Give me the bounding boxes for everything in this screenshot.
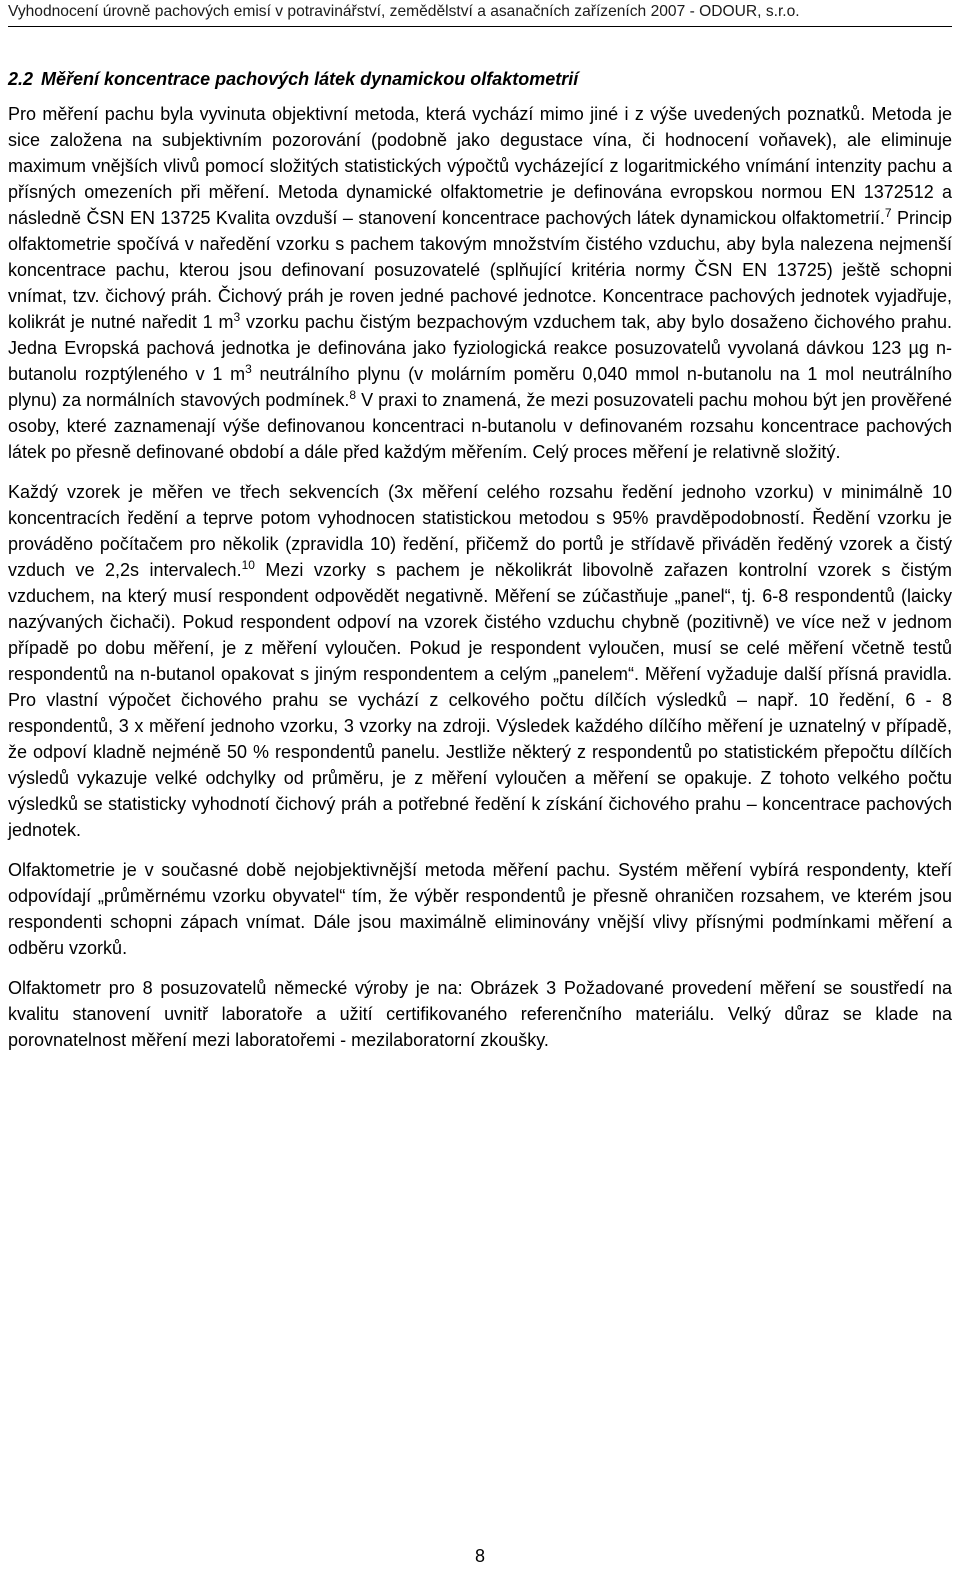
paragraph [8,857,952,961]
paragraph-text: Princip olfaktometrie spočívá v naředění vzorku s pachem takovým množstvím čistého vzduchu, aby byla nalezena nejmenší koncentrace pachu, kterou jsou definovaní posuzovatelé (splňující kritéria normy ČSN EN 13725) ještě schopni vnímat, tzv. čichový práh. Čichový práh je roven jedné pachové jednotce. Koncentrace pachových jednotek vyjadřuje, kolikrát je nutné naředit 1 m [8,208,952,332]
paragraph-text: neutrálního plynu (v molárním poměru 0,040 mmol n-butanolu na 1 mol neutrálního plynu) za normálních stavových podmínek. [8,364,952,410]
paragraph-text: Olfaktometrie je v současné době nejobjektivnější metoda měření pachu. Systém měření vybírá respondenty, kteří odpovídají „průměrnému vzorku obyvatel“ tím, že výběr respondentů je přesně ohraničen rozsahem, ve kterém jsou respondenti schopni zápach vnímat. Dále jsou maximálně eliminovány vnější vlivy přísnými podmínkami měření a odběru vzorků. [8,860,952,958]
running-header [8,0,952,27]
page-number: 8 [474,1546,485,1566]
running-header-text: Vyhodnocení úrovně pachových emisí v potravinářství, zemědělství a asanačních zařízeních 2007 - ODOUR, s.r.o. [8,3,800,20]
paragraph [8,479,952,843]
paragraph-text: V praxi to znamená, že mezi posuzovateli pachu mohou být jen prověřené osoby, které zaznamenají výše definovanou koncentraci n-butanolu v definovaném rozsahu koncentrace pachových látek po přesně definované období a dále před každým měřením. Celý proces měření je relativně složitý. [8,390,952,462]
footnote-ref: 10 [241,558,255,572]
section-heading [8,66,952,92]
paragraph-text: Každý vzorek je měřen ve třech sekvencích (3x měření celého rozsahu ředění jednoho vzorku) v minimálně 10 koncentracích ředění a teprve potom vyhodnocen statistickou metodou s 95% pravděpodobností. Ředění vzorku je prováděno počítačem pro několik (zpravidla 10) ředění, přičemž do portů je střídavě přiváděn ředěný vzorek a čistý vzduch ve 2,2s intervalech. [8,482,952,580]
paragraph-text: vzorku pachu čistým bezpachovým vzduchem tak, aby bylo dosaženo čichového prahu. Jedna Evropská pachová jednotka je definována jako fyziologická reakce posuzovatelů vyvolaná dávkou 123 µg n-butanolu rozptýleného v 1 m [8,312,952,384]
footnote-ref: 8 [349,388,357,402]
section-title: Měření koncentrace pachových látek dynamickou olfaktometrií [41,69,579,89]
paragraph-text: Mezi vzorky s pachem je několikrát libovolně zařazen kontrolní vzorek s čistým vzduchem, na který musí respondent odpovědět negativně. Měření se zúčastňuje „panel“, tj. 6-8 respondentů (laicky nazývaných čichači). Pokud respondent odpoví na vzorek čistého vzduchu chybně (pozitivně) ve více než v jednom případě po dobu měření, je z měření vyloučen. Pokud je respondent vyloučen, musí se celé měření včetně testů respondentů na n-butanol opakovat s jiným respondentem a celým „panelem“. Měření vyžaduje další přísná pravidla. Pro vlastní výpočet čichového prahu se vychází z celkového počtu dílčích výsledků – např. 10 ředění, 6 - 8 respondentů, 3 x měření jednoho vzorku, 3 vzorky na zdroji. Výsledek každého dílčího měření je uznatelný v případě, že odpoví kladně nejméně 50 % respondentů panelu. Jestliže některý z respondentů po statistickém přepočtu dílčích výsledů vykazuje velké odchylky od průměru, je z měření vyloučen a měření se opakuje. Z tohoto velkého počtu výsledků se statisticky vyhodnotí čichový práh a potřebné ředění k získání čichového prahu – koncentrace pachových jednotek. [8,560,952,840]
document-body [8,66,952,1067]
paragraph [8,101,952,465]
paragraph [8,975,952,1053]
section-number: 2.2 [8,69,34,89]
paragraph-text: Olfaktometr pro 8 posuzovatelů německé výroby je na: Obrázek 3 Požadované provedení měření se soustředí na kvalitu stanovení uvnitř laboratoře a užití certifikovaného referenčního materiálu. Velký důraz se klade na porovnatelnost měření mezi laboratořemi - mezilaboratorní zkoušky. [8,978,952,1050]
paragraph-text: Pro měření pachu byla vyvinuta objektivní metoda, která vychází mimo jiné i z výše uvedených poznatků. Metoda je sice založena na subjektivním pozorování (podobně jako degustace vína, či hodnocení voňavek), ale eliminuje maximum vnějších vlivů pomocí složitých statistických výpočtů vycházející z logaritmického vnímání intenzity pachu a přísných omezeních při měření. Metoda dynamické olfaktometrie je definována evropskou normou EN 1372512 a následně ČSN EN 13725 Kvalita ovzduší – stanovení koncentrace pachových látek dynamickou olfaktometrií. [8,104,952,228]
footnote-ref: 3 [233,310,241,324]
footnote-ref: 7 [884,206,892,220]
footnote-ref: 3 [245,362,252,376]
paragraph-list [8,101,952,1053]
